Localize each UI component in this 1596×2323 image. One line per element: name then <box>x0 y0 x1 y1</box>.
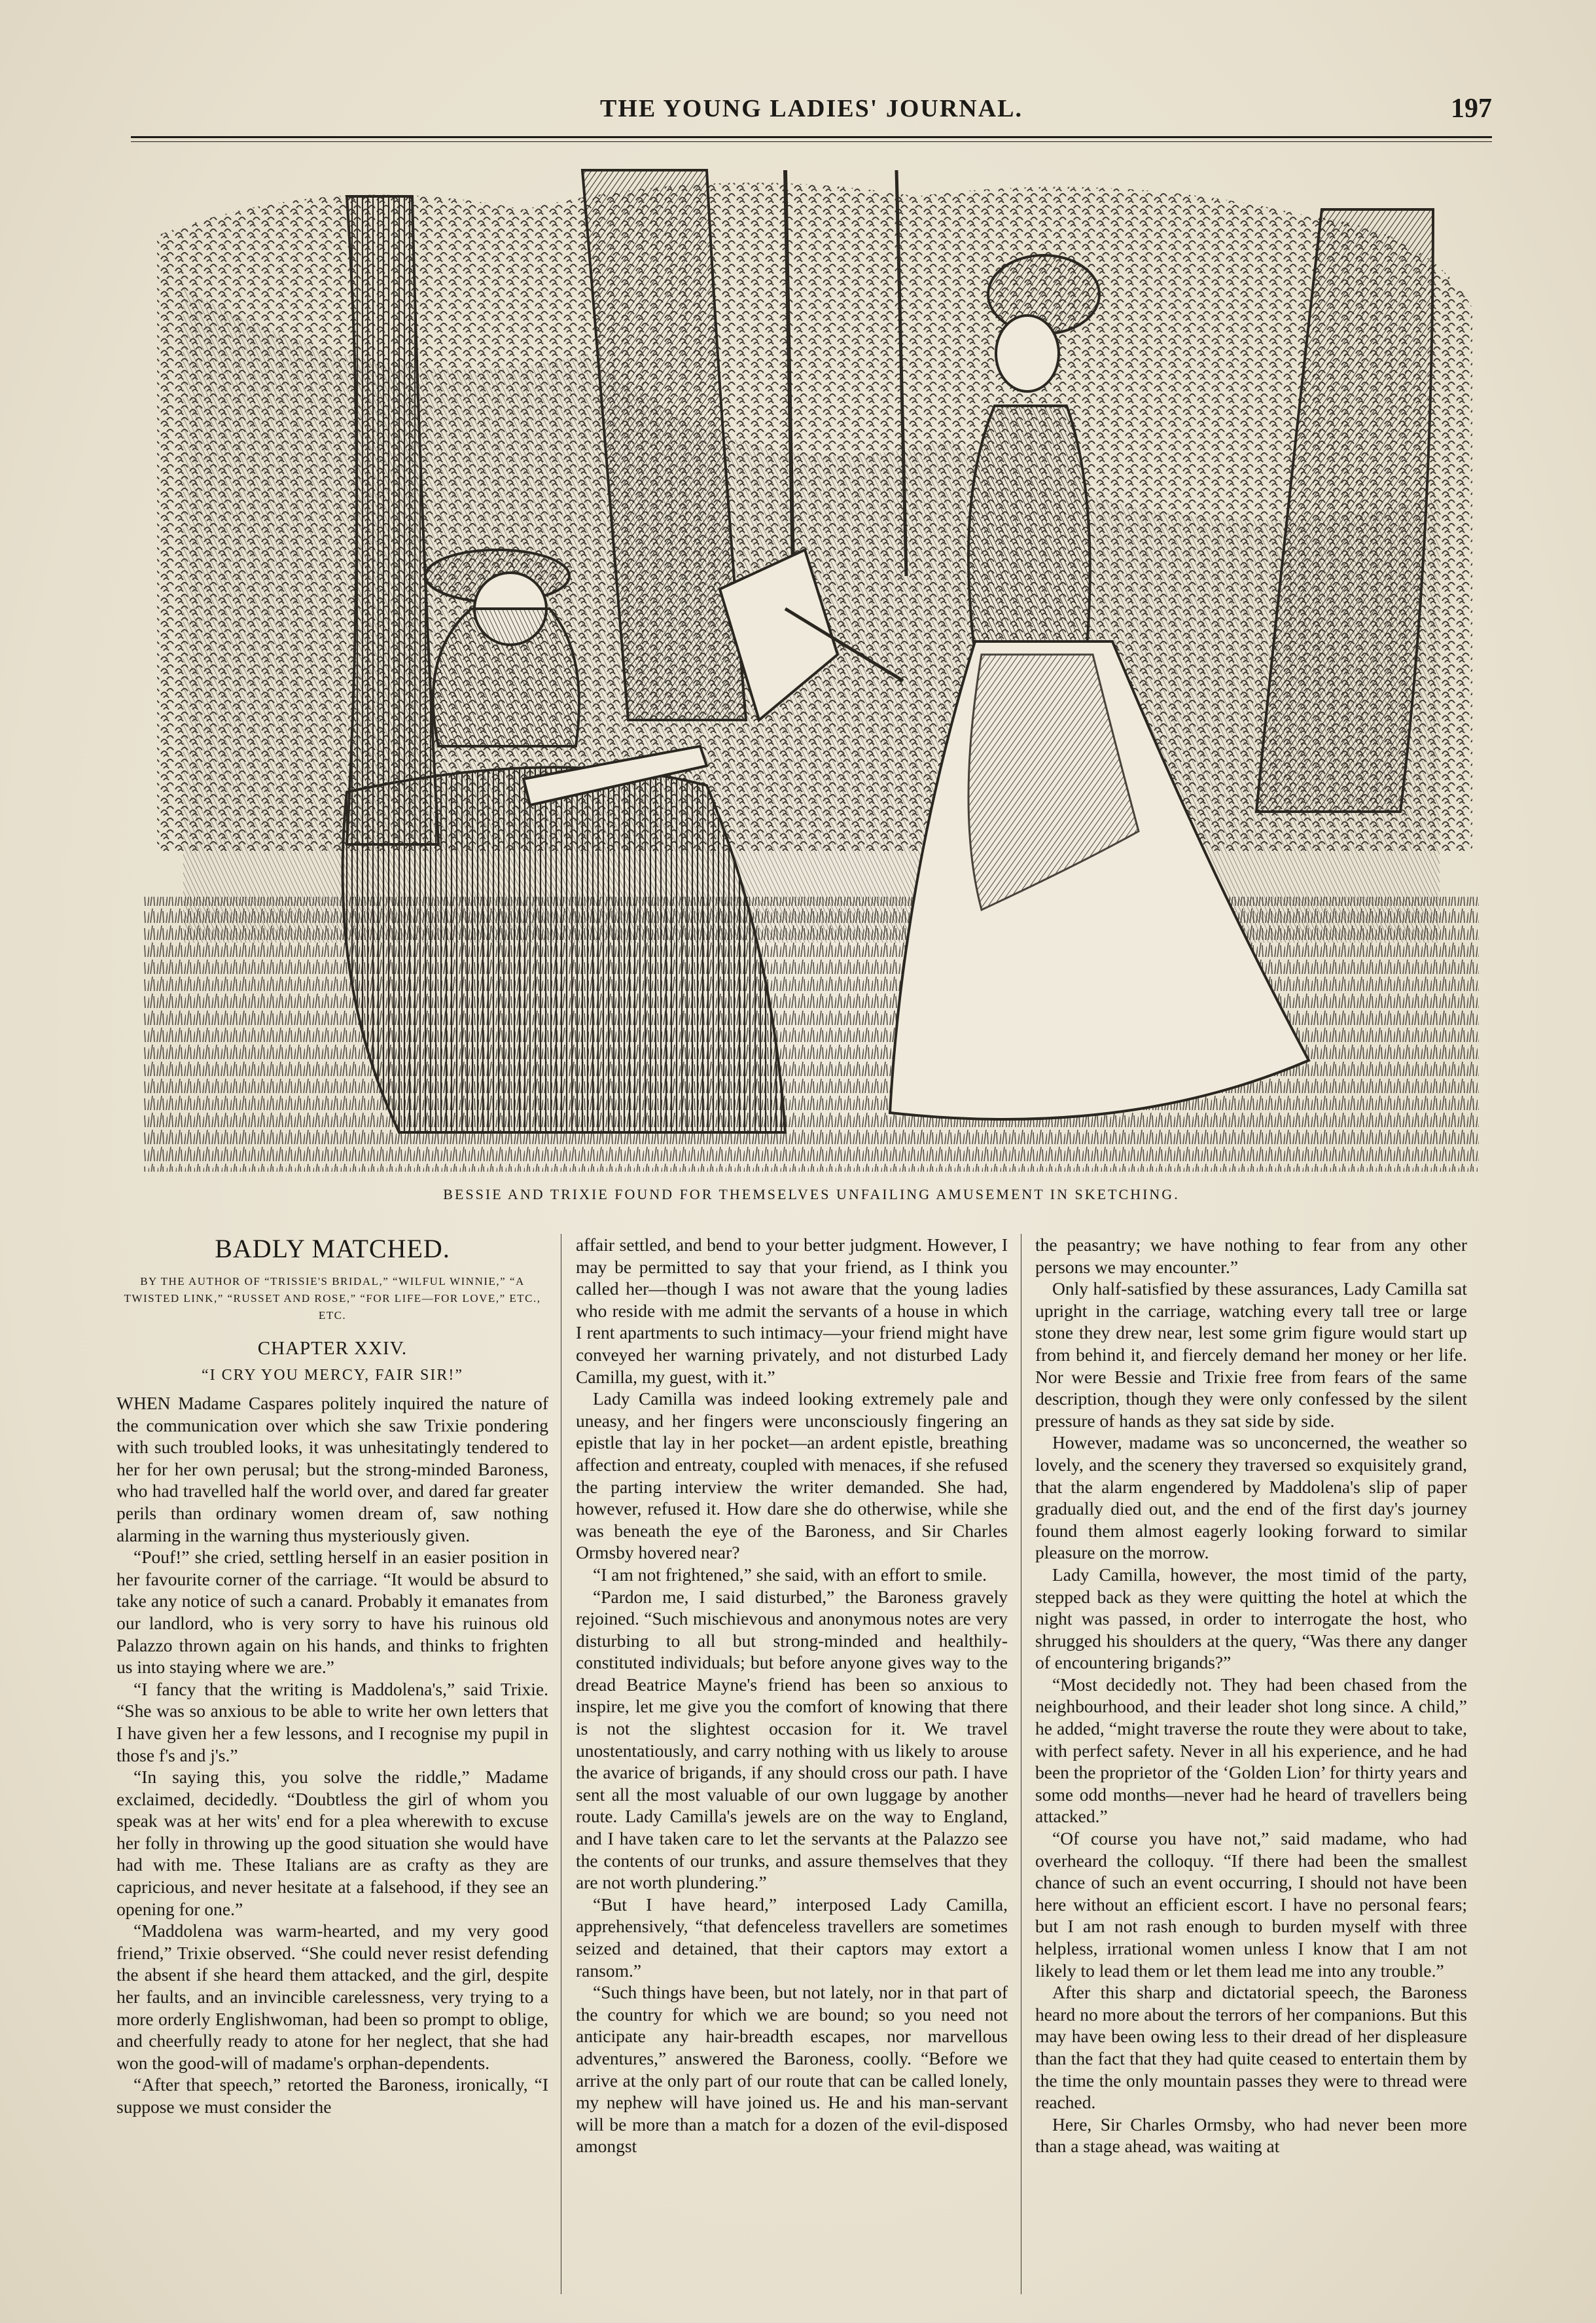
paragraph: “I fancy that the writing is Maddolena's,” said Trixie. “She was so anxious to be able to write her own letters that I have given her a few lessons, and I recognise my pupil in those f's and j's.” <box>116 1678 548 1765</box>
story-title: BADLY MATCHED. <box>215 1234 450 1263</box>
paragraph: Here, Sir Charles Ormsby, who had never been more than a stage ahead, was waiting at <box>1035 2114 1467 2157</box>
paragraph: “Pardon me, I said disturbed,” the Baroness gravely rejoined. “Such mischievous and anonymous notes are very disturbing to all but strong-minded and healthily-constituted individuals; but before anyone gives way to the dread Beatrice Mayne's friend has been so anxious to inspire, let me give you the comfort of knowing that there is not the slightest occasion for it. We travel unostentatiously, and carry nothing with us likely to arouse the avarice of brigands, if any should cross our path. I have sent all the most valuable of our own luggage by another route. Lady Camilla's jewels are on the way to England, and I have taken care to let the servants at the Palazzo see the contents of our trunks, and assure themselves that they are not worth plundering.” <box>576 1586 1008 1893</box>
text-column-1 <box>116 1234 548 2301</box>
masthead <box>131 92 1492 131</box>
illustration-caption: BESSIE AND TRIXIE FOUND FOR THEMSELVES UNFAILING AMUSEMENT IN SKETCHING. <box>443 1186 1180 1202</box>
paragraph: “Most decidedly not. They had been chased from the neighbourhood, and their leader shot long since. A child,” he added, “might traverse the route they were about to take, with perfect safety. Never in all his experience, and he had been the proprietor of the ‘Golden Lion’ for thirty years and some odd months—never had he heard of travellers being attacked.” <box>1035 1674 1467 1827</box>
paragraph: “Such things have been, but not lately, nor in that part of the country for which we are bound; so you need not anticipate any hair-breadth escapes, nor marvellous adventures,” answered the Baroness, coolly. “Before we arrive at the only part of our route that can be called lonely, my nephew will have joined us. He and his man-servant will be more than a match for a dozen of the evil-disposed amongst <box>576 1982 1008 2157</box>
paragraph: “Maddolena was warm-hearted, and my very good friend,” Trixie observed. “She could never resist defending the absent if she heard them attacked, and the girl, despite her faults, and an invincible carelessness, very trying to a more orderly Englishwoman, had been so prompt to oblige, and cheerfully ready to atone for her neglect, that she had won the good-will of madame's orphan-dependents. <box>116 1920 548 2073</box>
paragraph: WHEN Madame Caspares politely inquired the nature of the communication over which she saw Trixie pondering with such troubled looks, it was unhesitatingly tendered to her for her own perusal; but the strong-minded Baroness, who had travelled half the world over, and dared far greater perils than ordinary women dream of, saw nothing alarming in the warning thus mysteriously given. <box>116 1393 548 1545</box>
paragraph: “I am not frightened,” she said, with an effort to smile. <box>593 1564 987 1585</box>
paragraph: the peasantry; we have nothing to fear from any other persons we may encounter.” <box>1035 1234 1467 1277</box>
paragraph: “In saying this, you solve the riddle,” Madame exclaimed, decidedly. “Doubtless the girl of whom you speak was at her wits' end for a plea wherewith to excuse her folly in throwing up the good situation she would have had with me. These Italians are as crafty as they are capricious, and never hesitate at a falsehood, if they see an opening for one.” <box>116 1767 548 1919</box>
paragraph: However, madame was so unconcerned, the weather so lovely, and the scenery they traversed so exquisitely grand, that the alarm engendered by Maddolena's slip of paper gradually died out, and the end of the first day's journey found them almost eagerly looking forward to similar pleasure on the morrow. <box>1035 1432 1467 1563</box>
text-column-2 <box>576 1234 1008 2301</box>
text-column-3 <box>1035 1234 1467 2301</box>
paragraph: Lady Camilla, however, the most timid of the party, stepped back as they were quitting the hotel at which the night was passed, in order to interrogate the host, who shrugged his shoulders at the query, “Was there any danger of encountering brigands?” <box>1035 1564 1467 1673</box>
paragraph: “After that speech,” retorted the Baroness, ironically, “I suppose we must consider the <box>116 2074 548 2117</box>
paragraph: “Of course you have not,” said madame, who had overheard the colloquy. “If there had been the smallest chance of such an event occurring, I should not have been here without an efficient escort. I have no personal fears; but I am not rash enough to burden myself with three helpless, irrational women unless I know that I am not likely to lead them or let them lead me into any trouble.” <box>1035 1828 1467 1981</box>
paragraph: affair settled, and bend to your better judgment. However, I may be permitted to say that your friend, as I think you called her—though I was not aware that the young ladies who reside with me admit the servants of a house in which I rent apartments to such intimacy—your friend might have conveyed her warning privately, and not disturbed Lady Camilla, my guest, with it.” <box>576 1234 1008 1387</box>
header-rule <box>131 136 1492 138</box>
header-rule-thin <box>131 141 1492 142</box>
chapter-heading: CHAPTER XXIV. <box>257 1338 408 1359</box>
chapter-subtitle: “I CRY YOU MERCY, FAIR SIR!” <box>201 1367 464 1384</box>
paragraph: Only half-satisfied by these assurances, Lady Camilla sat upright in the carriage, watching every tall tree or large stone they drew near, lest some grim figure would start up from behind it, and fiercely demand her money or her life. Nor were Bessie and Trixie free from fears of the same description, though they were only confessed by the silent pressure of hands as they sat side by side. <box>1035 1278 1467 1431</box>
story-byline: BY THE AUTHOR OF “TRISSIE'S BRIDAL,” “WILFUL WINNIE,” “A TWISTED LINK,” “RUSSET AND ROSE,” “FOR LIFE—FOR LOVE,” ETC., ETC. <box>124 1275 541 1322</box>
engraved-illustration <box>131 157 1492 1172</box>
paragraph: Lady Camilla was indeed looking extremely pale and uneasy, and her fingers were unconsciously fingering an epistle that lay in her pocket—an ardent epistle, breathing affection and entreaty, coupled with menaces, if she refused the parting interview the writer demanded. She had, however, refused it. How dare she do otherwise, while she was beneath the eye of the Baroness, and Sir Charles Ormsby hovered near? <box>576 1388 1008 1563</box>
page-number: 197 <box>1451 94 1492 124</box>
paragraph: After this sharp and dictatorial speech, the Baroness heard no more about the terrors of her companions. But this may have been owing less to their dread of her displeasure than the fact that they had quite ceased to entertain them by the time the only mountain passes they were to thread were reached. <box>1035 1982 1467 2113</box>
journal-title: THE YOUNG LADIES' JOURNAL. <box>599 95 1023 122</box>
paragraph: “Pouf!” she cried, settling herself in an easier position in her favourite corner of the carriage. “It would be absurd to take any notice of such a canard. Probably it emanates from our landlord, who is very sorry to have his ruinous old Palazzo thrown again on his hands, and thinks to frighten us into staying where we are.” <box>116 1547 548 1678</box>
paragraph: “But I have heard,” interposed Lady Camilla, apprehensively, “that defenceless travellers are sometimes seized and detained, that their captors may extort a ransom.” <box>576 1894 1008 1981</box>
